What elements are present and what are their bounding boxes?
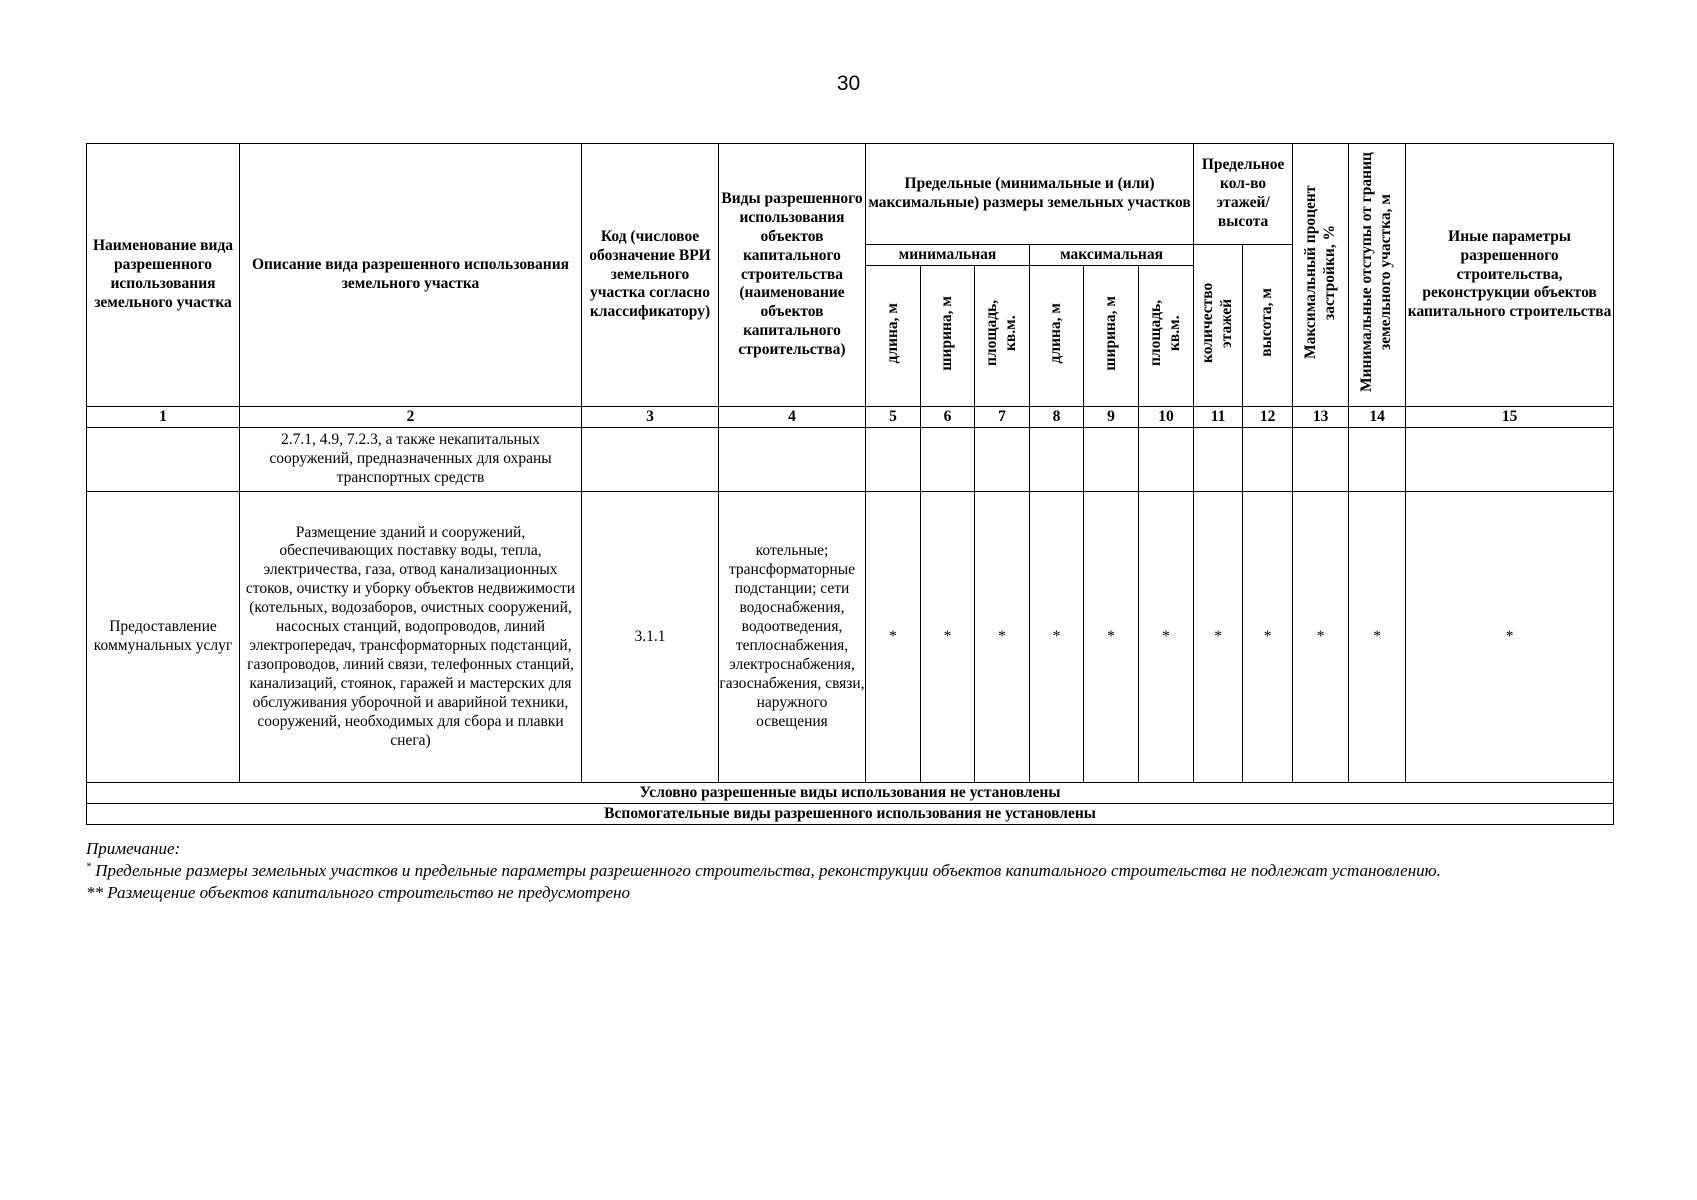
header-minimum: минимальная (866, 245, 1030, 266)
row-cell-empty (975, 428, 1030, 492)
regulations-table (86, 143, 1614, 825)
auxiliary-uses-row (87, 804, 1614, 825)
column-number: 1 (87, 407, 240, 428)
column-number: 10 (1139, 407, 1194, 428)
row-star-value: * (1139, 492, 1194, 783)
table-row (87, 428, 1614, 492)
row-cell-empty (1293, 428, 1349, 492)
column-number: 4 (719, 407, 866, 428)
row-cell-empty (1139, 428, 1194, 492)
header-min-length (866, 266, 921, 407)
header-min-area (975, 266, 1030, 407)
column-number: 8 (1030, 407, 1084, 428)
row-description: 2.7.1, 4.9, 7.2.3, а также некапитальных сооружений, предназначенных для охраны транспортных средств (240, 428, 582, 492)
header-floor-count (1194, 245, 1243, 407)
header-use-code: Код (числовое обозначение ВРИ земельного участка согласно классификатору) (582, 144, 719, 407)
header-max-length-text: длина, м (1047, 302, 1065, 364)
row-cell-empty (1349, 428, 1406, 492)
row-building-types: котельные; трансформаторные подстанции; сети водоснабжения, водоотведения, теплоснабжения, электроснабжения, газоснабжения, связи, наружного освещения (719, 492, 866, 783)
header-height-text: высота, м (1258, 288, 1276, 357)
notes-section (86, 838, 1613, 904)
note-2: ** Размещение объектов капитального строительство не предусмотрено (86, 883, 631, 903)
row-star-value: * (975, 492, 1030, 783)
header-max-area (1139, 266, 1194, 407)
note-1 (86, 860, 1613, 882)
column-number: 7 (975, 407, 1030, 428)
row-cell-empty (1243, 428, 1293, 492)
row-star-value: * (866, 492, 921, 783)
row-cell-empty (719, 428, 866, 492)
row-cell-empty (1084, 428, 1139, 492)
header-max-area-text: площадь, кв.м. (1147, 299, 1184, 367)
row-cell-empty (866, 428, 921, 492)
notes-title: Примечание: (86, 839, 181, 858)
row-star-value: * (1293, 492, 1349, 783)
header-max-coverage-text: Максимальный процент застройки, % (1301, 185, 1338, 359)
row-star-value: * (1349, 492, 1406, 783)
header-min-width (921, 266, 975, 407)
header-min-area-text: площадь, кв.м. (983, 299, 1019, 367)
row-star-value: * (1084, 492, 1139, 783)
conditional-uses-text: Условно разрешенные виды использования не установлены (87, 783, 1614, 804)
column-number: 2 (240, 407, 582, 428)
header-floor-count-text: количество этажей (1199, 282, 1236, 363)
auxiliary-uses-text: Вспомогательные виды разрешенного использования не установлены (87, 804, 1614, 825)
conditional-uses-row (87, 783, 1614, 804)
header-max-length (1030, 266, 1084, 407)
header-min-setbacks (1349, 144, 1406, 407)
column-number: 3 (582, 407, 719, 428)
header-plot-size-limits: Предельные (минимальные и (или) максимальные) размеры земельных участков (866, 144, 1194, 245)
table-row (87, 492, 1614, 783)
column-number: 6 (921, 407, 975, 428)
row-use-name: Предоставление коммунальных услуг (87, 492, 240, 783)
header-other-parameters: Иные параметры разрешенного строительства, реконструкции объектов капитального строительства (1406, 144, 1614, 407)
row-cell-empty (87, 428, 240, 492)
row-star-value: * (1030, 492, 1084, 783)
row-cell-empty (921, 428, 975, 492)
column-number-row (87, 407, 1614, 428)
row-star-value: * (1194, 492, 1243, 783)
header-maximum: максимальная (1030, 245, 1194, 266)
header-max-width (1084, 266, 1139, 407)
note-1-text: Предельные размеры земельных участков и предельные параметры разрешенного строительства, реконструкции объектов капитального строительства не подлежат установлению. (95, 861, 1441, 881)
header-height (1243, 245, 1293, 407)
row-star-value: * (921, 492, 975, 783)
column-number: 5 (866, 407, 921, 428)
row-cell-empty (1030, 428, 1084, 492)
column-number: 15 (1406, 407, 1614, 428)
column-number: 9 (1084, 407, 1139, 428)
note-1-marker: * (86, 861, 91, 873)
column-number: 11 (1194, 407, 1243, 428)
header-max-width-text: ширина, м (1101, 295, 1119, 371)
row-star-value: * (1406, 492, 1614, 783)
page-number: 30 (836, 72, 861, 95)
header-min-length-text: длина, м (883, 302, 901, 364)
header-min-width-text: ширина, м (938, 295, 956, 371)
row-description: Размещение зданий и сооружений, обеспечивающих поставку воды, тепла, электричества, газа, отвод канализационных стоков, очистку и уборку объектов недвижимости (котельных, водозаборов, очистных сооружений, насосных станций, водопроводов, линий электропередач, трансформаторных подстанций, газопроводов, линий связи, телефонных станций, канализаций, стоянок, гаражей и мастерских для обслуживания уборочной и аварийной техники, сооружений, необходимых для сбора и плавки снега) (240, 492, 582, 783)
header-building-types: Виды разрешенного использования объектов капитального строительства (наименование объектов капитального строительства) (719, 144, 866, 407)
header-use-name: Наименование вида разрешенного использования земельного участка (87, 144, 240, 407)
header-floors-height-limits: Предельное кол-во этажей/ высота (1194, 144, 1293, 245)
row-star-value: * (1243, 492, 1293, 783)
column-number: 14 (1349, 407, 1406, 428)
row-cell-empty (1194, 428, 1243, 492)
header-max-coverage (1293, 144, 1349, 407)
row-cell-empty (582, 428, 719, 492)
column-number: 13 (1293, 407, 1349, 428)
header-use-description: Описание вида разрешенного использования земельного участка (240, 144, 582, 407)
row-cell-empty (1406, 428, 1614, 492)
row-code: 3.1.1 (582, 492, 719, 783)
column-number: 12 (1243, 407, 1293, 428)
header-min-setbacks-text: Минимальные отступы от границ земельного участка, м (1358, 152, 1395, 393)
